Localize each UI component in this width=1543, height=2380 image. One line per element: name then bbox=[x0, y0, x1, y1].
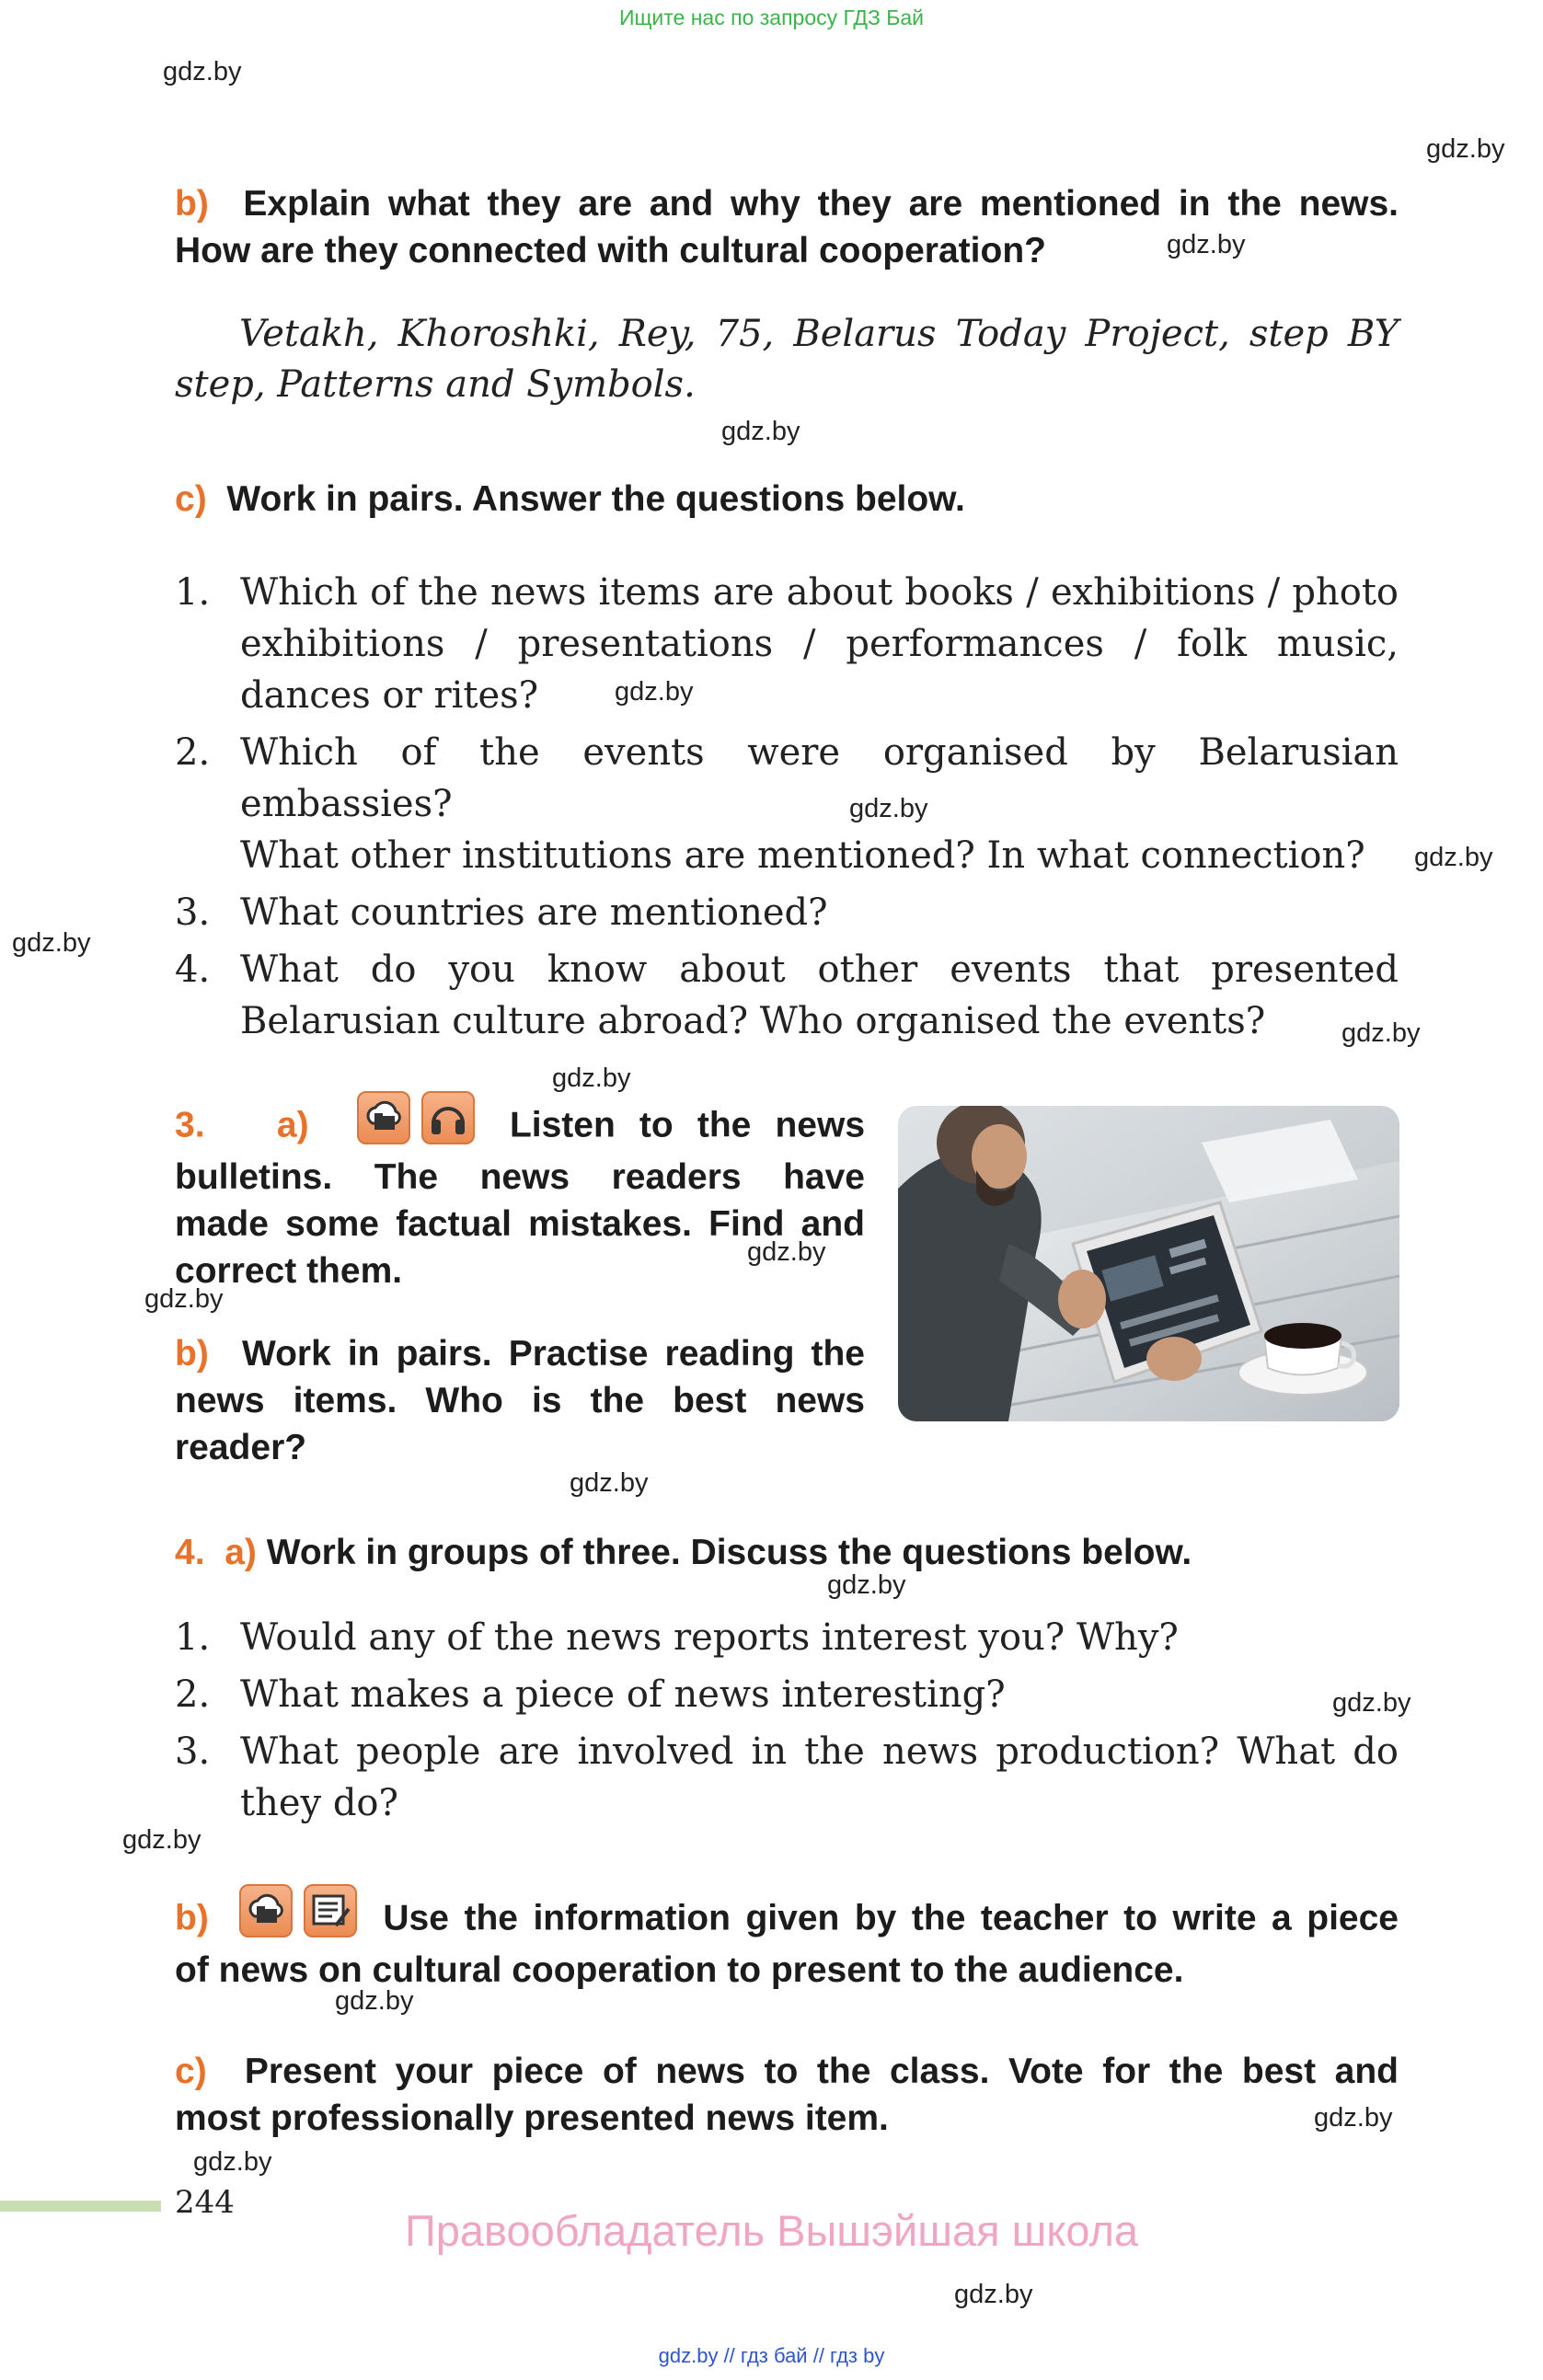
watermark: gdz.by bbox=[570, 1468, 649, 1498]
exercise-4b bbox=[175, 1893, 1399, 1994]
cloud-folder-icon bbox=[239, 1884, 293, 1937]
exercise-instruction: Work in pairs. Answer the questions below. bbox=[226, 479, 965, 519]
questions-list bbox=[175, 567, 1399, 1052]
watermark: gdz.by bbox=[335, 1986, 414, 2016]
item-text: What other institutions are mentioned? In what connection? bbox=[240, 834, 1365, 877]
exercise-instruction: How are they connected with cultural cooperation? bbox=[175, 231, 1046, 270]
exercise-instruction: Listen to the news bbox=[509, 1105, 866, 1145]
item-text: Which of the events were organised by Belarusian bbox=[240, 731, 1399, 774]
headphones-icon bbox=[421, 1091, 475, 1144]
item-number: 1. bbox=[175, 571, 211, 614]
exercise-instruction: Explain what they are and why they are mentioned in the news. bbox=[243, 184, 1399, 224]
watermark: gdz.by bbox=[954, 2280, 1033, 2309]
exercise-instruction: most professionally presented news item. bbox=[175, 2098, 889, 2138]
questions-list bbox=[175, 1612, 1399, 1834]
watermark: gdz.by bbox=[193, 2147, 272, 2177]
footer-links: gdz.by // гдз бай // гдз by bbox=[658, 2344, 885, 2367]
item-text: exhibitions / presentations / performances / folk music, bbox=[240, 623, 1399, 665]
list-item bbox=[175, 1669, 1399, 1720]
exercise-instruction: of news on cultural cooperation to present to the audience. bbox=[175, 1950, 1184, 1990]
watermark: gdz.by bbox=[12, 928, 91, 958]
item-text: Which of the news items are about books / exhibitions / photo bbox=[240, 571, 1399, 614]
item-number: 3. bbox=[175, 1730, 211, 1773]
item-number: 1. bbox=[175, 1616, 211, 1659]
exercise-4c bbox=[175, 2048, 1399, 2142]
cloud-folder-icon bbox=[357, 1091, 410, 1144]
exercise-label: b) bbox=[175, 184, 209, 224]
watermark: gdz.by bbox=[849, 794, 928, 823]
terms-line: step, Patterns and Symbols. bbox=[175, 363, 696, 406]
item-text: What countries are mentioned? bbox=[240, 891, 828, 934]
photo-man-with-tablet bbox=[898, 1106, 1399, 1421]
copyright-notice: Правообладатель Вышэйшая школа bbox=[404, 2206, 1139, 2255]
watermark: gdz.by bbox=[1332, 1688, 1411, 1718]
item-text: Would any of the news reports interest you? Why? bbox=[240, 1616, 1179, 1659]
exercise-instruction: Work in groups of three. Discuss the questions below. bbox=[266, 1533, 1192, 1572]
exercise-instruction: correct them. bbox=[175, 1251, 403, 1291]
watermark: gdz.by bbox=[615, 677, 694, 707]
watermark: gdz.by bbox=[721, 417, 800, 446]
exercise-instruction: reader? bbox=[175, 1428, 307, 1467]
watermark: gdz.by bbox=[1414, 843, 1493, 872]
item-number: 4. bbox=[175, 949, 211, 991]
exercise-3a bbox=[175, 1100, 865, 1294]
watermark: gdz.by bbox=[827, 1570, 906, 1600]
exercise-label: c) bbox=[175, 479, 207, 519]
item-text: Belarusian culture abroad? Who organised the events? bbox=[240, 1000, 1266, 1042]
watermark: gdz.by bbox=[144, 1284, 224, 1314]
item-text: they do? bbox=[240, 1782, 398, 1824]
watermark: gdz.by bbox=[122, 1825, 202, 1855]
exercise-label: b) bbox=[175, 1898, 209, 1938]
terms-list bbox=[175, 309, 1399, 410]
exercise-instruction: bulletins. The news readers have bbox=[175, 1157, 865, 1197]
exercise-number: 3. bbox=[175, 1105, 205, 1145]
list-item bbox=[175, 567, 1399, 721]
exercise-instruction: made some factual mistakes. Find and bbox=[175, 1204, 865, 1244]
exercise-2c bbox=[175, 476, 1399, 523]
page-number: 244 bbox=[175, 2184, 235, 2221]
item-text: What makes a piece of news interesting? bbox=[240, 1673, 1006, 1716]
exercise-2b bbox=[175, 180, 1399, 274]
list-item bbox=[175, 944, 1399, 1047]
watermark: gdz.by bbox=[552, 1064, 631, 1093]
item-text: embassies? bbox=[240, 783, 453, 825]
watermark: gdz.by bbox=[1314, 2103, 1393, 2133]
watermark: gdz.by bbox=[747, 1237, 826, 1267]
list-item bbox=[175, 727, 1399, 881]
item-number: 2. bbox=[175, 1673, 211, 1716]
terms-line: Vetakh, Khoroshki, Rey, 75, Belarus Today Project, step BY bbox=[239, 313, 1399, 355]
exercise-instruction: Use the information given by the teacher to write a piece bbox=[383, 1898, 1399, 1938]
watermark: gdz.by bbox=[1341, 1018, 1421, 1048]
watermark: gdz.by bbox=[163, 57, 242, 86]
exercise-label: a) bbox=[225, 1533, 257, 1572]
exercise-label: b) bbox=[175, 1334, 209, 1374]
list-item bbox=[175, 887, 1399, 938]
item-number: 3. bbox=[175, 891, 211, 934]
watermark: gdz.by bbox=[1426, 134, 1505, 164]
list-item bbox=[175, 1726, 1399, 1829]
item-text: dances or rites? bbox=[240, 674, 539, 717]
exercise-instruction: Present your piece of news to the class. Vote for the best and bbox=[244, 2052, 1399, 2091]
exercise-label: a) bbox=[276, 1105, 309, 1145]
exercise-3b bbox=[175, 1330, 865, 1471]
top-banner: Ищите нас по запросу ГДЗ Бай bbox=[618, 6, 925, 29]
exercise-label: c) bbox=[175, 2052, 207, 2091]
writing-icon bbox=[304, 1884, 357, 1937]
item-text: What people are involved in the news production? What do bbox=[240, 1730, 1399, 1773]
exercise-number: 4. bbox=[175, 1533, 205, 1572]
exercise-instruction: Work in pairs. Practise reading the bbox=[241, 1334, 865, 1374]
item-number: 2. bbox=[175, 731, 211, 774]
exercise-instruction: news items. Who is the best news bbox=[175, 1381, 865, 1420]
exercise-4a bbox=[175, 1529, 1399, 1576]
item-text: What do you know about other events that presented bbox=[240, 949, 1399, 991]
list-item bbox=[175, 1612, 1399, 1663]
watermark: gdz.by bbox=[1167, 230, 1246, 259]
